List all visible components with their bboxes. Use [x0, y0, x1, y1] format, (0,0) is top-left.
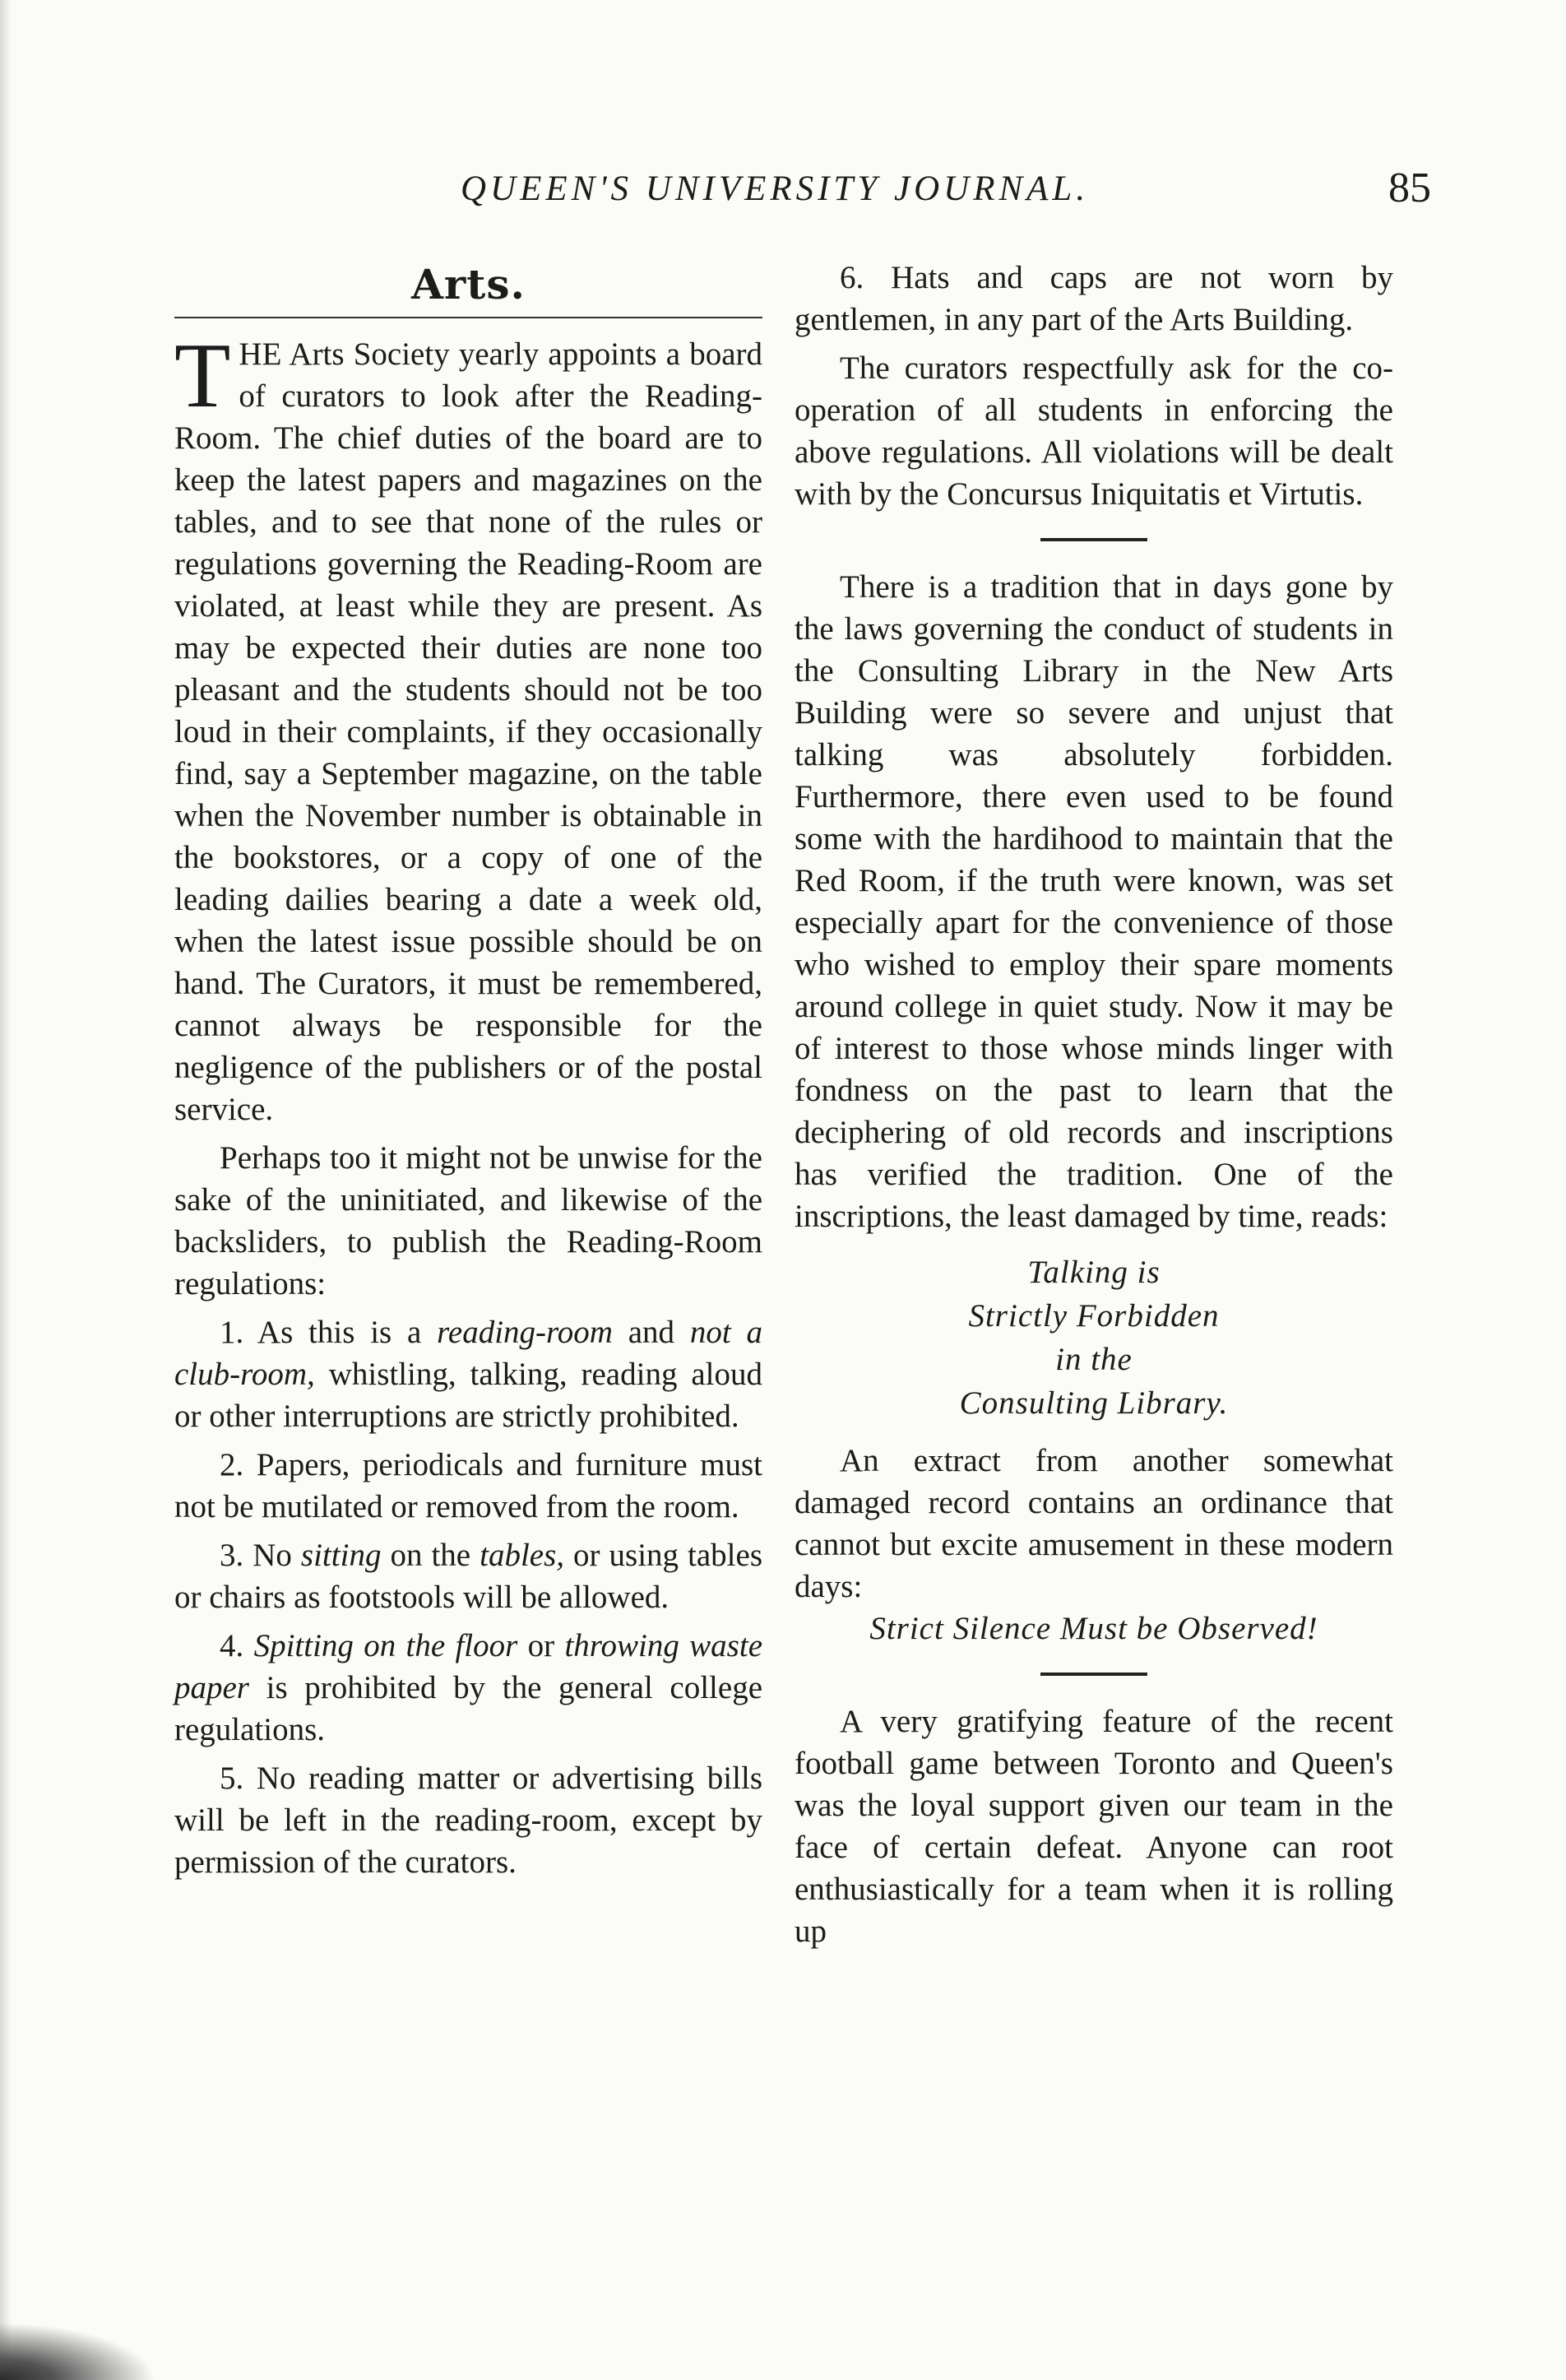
intro-text: HE Arts Society yearly appoints a board of curators to look after the Reading-Room. The chief duties of the board are to keep the latest papers and magazines on the tables, and to see that none of the rules or regulations governing the Reading-Room are violated, at least while they are present. As may be expected their duties are none too pleasant and the students should not be too loud in their complaints, if they occasionally find, say a September magazine, on the table when the November number is obtainable in the bookstores, or a copy of one of the leading dailies bearing a date a week old, when the latest issue possible should be on hand. The Curators, it must be remembered, cannot always be responsible for the negligence of the publishers or of the postal service. — [174, 336, 762, 1127]
inscription-block — [795, 1250, 1393, 1425]
inscription-line: Consulting Library. — [959, 1385, 1229, 1421]
regulation-1: 1. As this is a reading-room and not a club-room, whistling, talking, reading aloud or other interruptions are strictly prohibited. — [174, 1315, 763, 1434]
tradition-paragraph: There is a tradition that in days gone by the laws governing the conduct of students in the Consulting Library in the New Arts Building were so severe and unjust that talking was absolutely forbidden. Furthermore, there even used to be found some with the hardihood to maintain that the Red Room, if the truth were known, was set especially apart for the convenience of those who wished to employ their spare moments around college in quiet study. Now it may be of interest to those whose minds linger with fondness on the past to learn that the deciphering of old records and inscriptions has verified the tradition. One of the inscriptions, the least damaged by time, reads: — [795, 569, 1393, 1234]
section-divider — [1040, 1672, 1147, 1676]
inscription-line: Talking is — [1027, 1255, 1161, 1290]
inscription-line: in the — [1055, 1342, 1133, 1377]
journal-title: QUEEN'S UNIVERSITY JOURNAL. — [461, 169, 1090, 208]
regulation-4: 4. Spitting on the floor or throwing waste paper is prohibited by the general college regulations. — [174, 1628, 763, 1747]
drop-cap: T — [174, 325, 231, 427]
silence-line: Strict Silence Must be Observed! — [869, 1611, 1318, 1646]
left-column — [174, 260, 763, 1883]
regulation-6: 6. Hats and caps are not worn by gentlemen, in any part of the Arts Building. — [795, 260, 1393, 337]
regulation-3: 3. No sitting on the tables, or using tables or chairs as footstools will be allowed. — [174, 1538, 762, 1615]
page-edge-shadow — [0, 0, 12, 2380]
curators-paragraph: The curators respectfully ask for the co-operation of all students in enforcing the above regulations. All violations will be dealt with by the Concursus Iniquitatis et Virtutis. — [795, 350, 1393, 512]
section-divider — [174, 317, 762, 318]
page-corner-shadow — [0, 2322, 156, 2380]
regulation-5: 5. No reading matter or advertising bills will be left in the reading-room, except by permission of the curators. — [174, 1761, 762, 1880]
page-number: 85 — [1388, 165, 1431, 211]
regulation-2: 2. Papers, periodicals and furniture must not be mutilated or removed from the room. — [174, 1447, 762, 1524]
page-header — [461, 165, 1431, 226]
intro-paragraph — [174, 325, 762, 1130]
inscription-line: Strictly Forbidden — [968, 1298, 1220, 1334]
extract-paragraph: An extract from another somewhat damaged record contains an ordinance that cannot but excite amusement in these modern days: — [795, 1443, 1393, 1604]
section-divider — [1040, 538, 1147, 541]
football-paragraph: A very gratifying feature of the recent football game between Toronto and Queen's was the loyal support given our team in the face of certain defeat. Anyone can root enthusiastically for a team when it is rolling up — [795, 1704, 1393, 1949]
regulations-intro-paragraph: Perhaps too it might not be unwise for the sake of the uninitiated, and likewise of the backsliders, to publish the Reading-Room regulations: — [174, 1140, 762, 1301]
right-column — [795, 257, 1393, 1952]
section-title: Arts. — [411, 260, 526, 309]
